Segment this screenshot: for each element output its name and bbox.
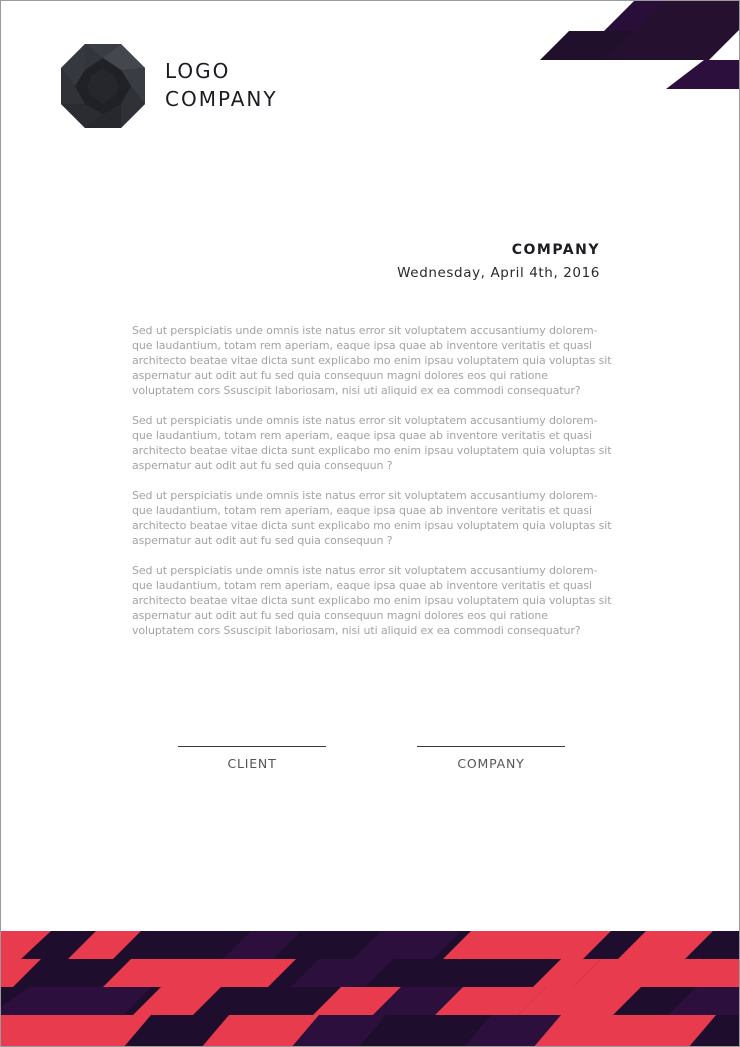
body-paragraph: Sed ut perspiciatis unde omnis iste natus error sit voluptatem accusantiumy dolorem-que laudantium, totam rem aperiam, eaque ipsa quae ab inventore veritatis et quasi architecto beatae vitae dicta sunt explicabo mo enim ipsau voluptatem quia voluptas sit aspernatur aut odit aut fu sed quia consequun magni dolores eos qui ratione voluptatem cors Ssuscipit laboriosam, nisi uti aliquid ex ea commodi consequatur?: [132, 324, 612, 397]
body-paragraph: Sed ut perspiciatis unde omnis iste natus error sit voluptatem accusantiumy dolorem-que laudantium, totam rem aperiam, eaque ipsa quae ab inventore veritatis et quasi architecto beatae vitae dicta sunt explicabo mo enim ipsau voluptatem quia voluptas sit aspernatur aut odit aut fu sed quia consequun ?: [132, 414, 612, 472]
letter-header: [397, 241, 600, 283]
company-signature: [417, 746, 565, 771]
bottom-decorative-pattern: [1, 931, 740, 1047]
company-signature-label: COMPANY: [457, 756, 525, 771]
client-signature: [178, 746, 326, 771]
logo-line-1: LOGO: [165, 59, 231, 83]
logo-wordmark: [165, 57, 278, 113]
client-signature-label: CLIENT: [227, 756, 277, 771]
company-name: COMPANY: [511, 242, 600, 258]
top-decorative-pattern: [439, 1, 739, 93]
client-signature-line: [178, 746, 326, 747]
body-paragraph: Sed ut perspiciatis unde omnis iste natus error sit voluptatem accusantiumy dolorem-que laudantium, totam rem aperiam, eaque ipsa quae ab inventore veritatis et quasi architecto beatae vitae dicta sunt explicabo mo enim ipsau voluptatem quia voluptas sit aspernatur aut odit aut fu sed quia consequun ?: [132, 489, 612, 547]
logo-line-2: COMPANY: [165, 87, 278, 111]
company-signature-line: [417, 746, 565, 747]
octagon-gem-icon: [59, 42, 147, 130]
letter-body: [132, 323, 612, 653]
letter-date: Wednesday, April 4th, 2016: [397, 265, 600, 281]
body-paragraph: Sed ut perspiciatis unde omnis iste natus error sit voluptatem accusantiumy dolorem-que laudantium, totam rem aperiam, eaque ipsa quae ab inventore veritatis et quasi architecto beatae vitae dicta sunt explicabo mo enim ipsau voluptatem quia voluptas sit aspernatur aut odit aut fu sed quia consequun magni dolores eos qui ratione voluptatem cors Ssuscipit laboriosam, nisi uti aliquid ex ea commodi consequatur?: [132, 564, 612, 637]
